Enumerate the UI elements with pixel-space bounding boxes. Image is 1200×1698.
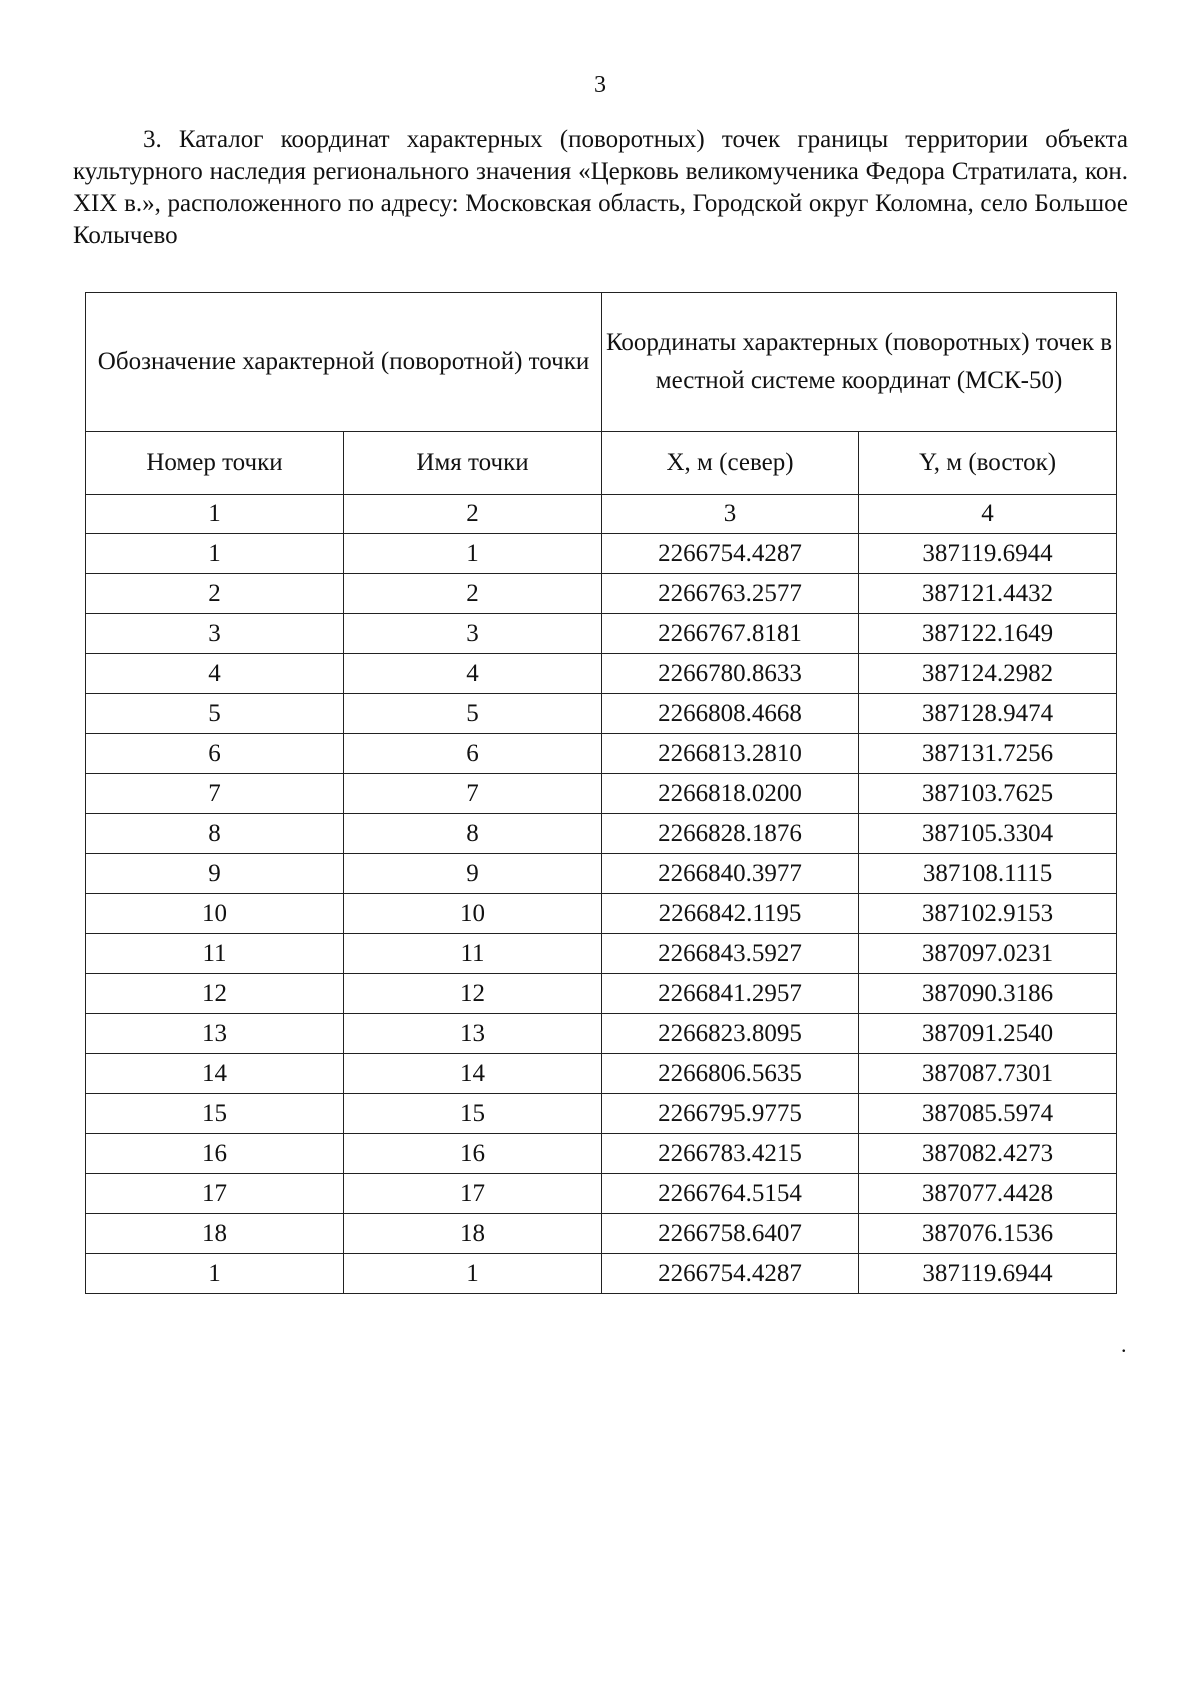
table-row — [86, 1094, 1117, 1134]
x-coordinate-cell: 2266780.8633 — [602, 654, 859, 694]
point-number-cell: 4 — [86, 654, 344, 694]
y-coordinate-cell: 387082.4273 — [859, 1134, 1117, 1174]
point-number-cell: 14 — [86, 1054, 344, 1094]
point-number-cell: 13 — [86, 1014, 344, 1054]
y-coordinate-cell: 387122.1649 — [859, 614, 1117, 654]
y-coordinate-cell: 387077.4428 — [859, 1174, 1117, 1214]
page-number: 3 — [594, 72, 606, 98]
point-name-cell: 7 — [344, 774, 602, 814]
point-name-cell: 15 — [344, 1094, 602, 1134]
point-name-cell: 2 — [344, 574, 602, 614]
column-number: 1 — [86, 495, 344, 534]
point-number-cell: 7 — [86, 774, 344, 814]
y-coordinate-cell: 387085.5974 — [859, 1094, 1117, 1134]
point-name-cell: 1 — [344, 1254, 602, 1294]
table-row — [86, 654, 1117, 694]
x-coordinate-cell: 2266843.5927 — [602, 934, 859, 974]
point-name-cell: 13 — [344, 1014, 602, 1054]
y-coordinate-cell: 387128.9474 — [859, 694, 1117, 734]
x-coordinate-cell: 2266754.4287 — [602, 1254, 859, 1294]
y-coordinate-cell: 387121.4432 — [859, 574, 1117, 614]
coordinates-header: Координаты характерных (поворотных) точек в местной системе координат (МСК-50) — [602, 293, 1117, 432]
y-coordinate-cell: 387091.2540 — [859, 1014, 1117, 1054]
point-name-cell: 8 — [344, 814, 602, 854]
point-number-cell: 18 — [86, 1214, 344, 1254]
point-name-cell: 4 — [344, 654, 602, 694]
point-name-cell: 16 — [344, 1134, 602, 1174]
x-coordinate-cell: 2266795.9775 — [602, 1094, 859, 1134]
x-coordinate-cell: 2266754.4287 — [602, 534, 859, 574]
x-coordinate-cell: 2266840.3977 — [602, 854, 859, 894]
point-name-cell: 6 — [344, 734, 602, 774]
x-coordinate-cell: 2266818.0200 — [602, 774, 859, 814]
point-number-cell: 12 — [86, 974, 344, 1014]
y-coordinate-cell: 387097.0231 — [859, 934, 1117, 974]
point-number-cell: 3 — [86, 614, 344, 654]
x-coordinate-cell: 2266842.1195 — [602, 894, 859, 934]
point-name-cell: 3 — [344, 614, 602, 654]
x-coordinate-cell: 2266841.2957 — [602, 974, 859, 1014]
point-number-cell: 5 — [86, 694, 344, 734]
table-row — [86, 814, 1117, 854]
column-header-y: Y, м (восток) — [859, 432, 1117, 495]
y-coordinate-cell: 387119.6944 — [859, 534, 1117, 574]
y-coordinate-cell: 387131.7256 — [859, 734, 1117, 774]
point-number-cell: 1 — [86, 534, 344, 574]
point-number-cell: 17 — [86, 1174, 344, 1214]
table-row — [86, 734, 1117, 774]
point-name-cell: 17 — [344, 1174, 602, 1214]
catalog-heading: 3. Каталог координат характерных (поворотных) точек границы территории объекта культурного наследия регионального значения «Церковь великомученика Федора Стратилата, кон. XIX в.», расположенного по адресу: Московская область, Городской округ Коломна, село Большое Колычево — [73, 126, 1128, 249]
y-coordinate-cell: 387108.1115 — [859, 854, 1117, 894]
point-name-cell: 9 — [344, 854, 602, 894]
point-name-cell: 14 — [344, 1054, 602, 1094]
x-coordinate-cell: 2266783.4215 — [602, 1134, 859, 1174]
point-name-cell: 1 — [344, 534, 602, 574]
x-coordinate-cell: 2266828.1876 — [602, 814, 859, 854]
x-coordinate-cell: 2266763.2577 — [602, 574, 859, 614]
table-row — [86, 574, 1117, 614]
trailing-dot: . — [1121, 1332, 1127, 1357]
y-coordinate-cell: 387087.7301 — [859, 1054, 1117, 1094]
table-row — [86, 1174, 1117, 1214]
point-number-cell: 9 — [86, 854, 344, 894]
point-number-cell: 15 — [86, 1094, 344, 1134]
x-coordinate-cell: 2266823.8095 — [602, 1014, 859, 1054]
table-row — [86, 1014, 1117, 1054]
x-coordinate-cell: 2266808.4668 — [602, 694, 859, 734]
column-header-point-number: Номер точки — [86, 432, 344, 495]
table-group-header-row — [86, 293, 1117, 432]
table-row — [86, 934, 1117, 974]
point-name-cell: 10 — [344, 894, 602, 934]
table-row — [86, 854, 1117, 894]
y-coordinate-cell: 387076.1536 — [859, 1214, 1117, 1254]
x-coordinate-cell: 2266806.5635 — [602, 1054, 859, 1094]
point-designation-header: Обозначение характерной (поворотной) точки — [86, 293, 602, 432]
table-row — [86, 534, 1117, 574]
table-row — [86, 1214, 1117, 1254]
point-name-cell: 12 — [344, 974, 602, 1014]
point-name-cell: 18 — [344, 1214, 602, 1254]
x-coordinate-cell: 2266764.5154 — [602, 1174, 859, 1214]
coordinates-table — [85, 292, 1117, 1294]
y-coordinate-cell: 387119.6944 — [859, 1254, 1117, 1294]
x-coordinate-cell: 2266813.2810 — [602, 734, 859, 774]
point-number-cell: 10 — [86, 894, 344, 934]
x-coordinate-cell: 2266758.6407 — [602, 1214, 859, 1254]
column-number: 4 — [859, 495, 1117, 534]
point-number-cell: 6 — [86, 734, 344, 774]
table-row — [86, 894, 1117, 934]
y-coordinate-cell: 387102.9153 — [859, 894, 1117, 934]
column-number-row — [86, 495, 1117, 534]
point-number-cell: 8 — [86, 814, 344, 854]
table-row — [86, 1134, 1117, 1174]
column-header-point-name: Имя точки — [344, 432, 602, 495]
column-header-x: X, м (север) — [602, 432, 859, 495]
point-name-cell: 11 — [344, 934, 602, 974]
y-coordinate-cell: 387124.2982 — [859, 654, 1117, 694]
y-coordinate-cell: 387105.3304 — [859, 814, 1117, 854]
x-coordinate-cell: 2266767.8181 — [602, 614, 859, 654]
table-column-header-row — [86, 432, 1117, 495]
table-row — [86, 1254, 1117, 1294]
point-number-cell: 1 — [86, 1254, 344, 1294]
point-number-cell: 11 — [86, 934, 344, 974]
point-number-cell: 2 — [86, 574, 344, 614]
y-coordinate-cell: 387090.3186 — [859, 974, 1117, 1014]
column-number: 3 — [602, 495, 859, 534]
table-row — [86, 1054, 1117, 1094]
table-row — [86, 774, 1117, 814]
table-row — [86, 614, 1117, 654]
point-name-cell: 5 — [344, 694, 602, 734]
point-number-cell: 16 — [86, 1134, 344, 1174]
table-row — [86, 974, 1117, 1014]
table-row — [86, 694, 1117, 734]
y-coordinate-cell: 387103.7625 — [859, 774, 1117, 814]
column-number: 2 — [344, 495, 602, 534]
